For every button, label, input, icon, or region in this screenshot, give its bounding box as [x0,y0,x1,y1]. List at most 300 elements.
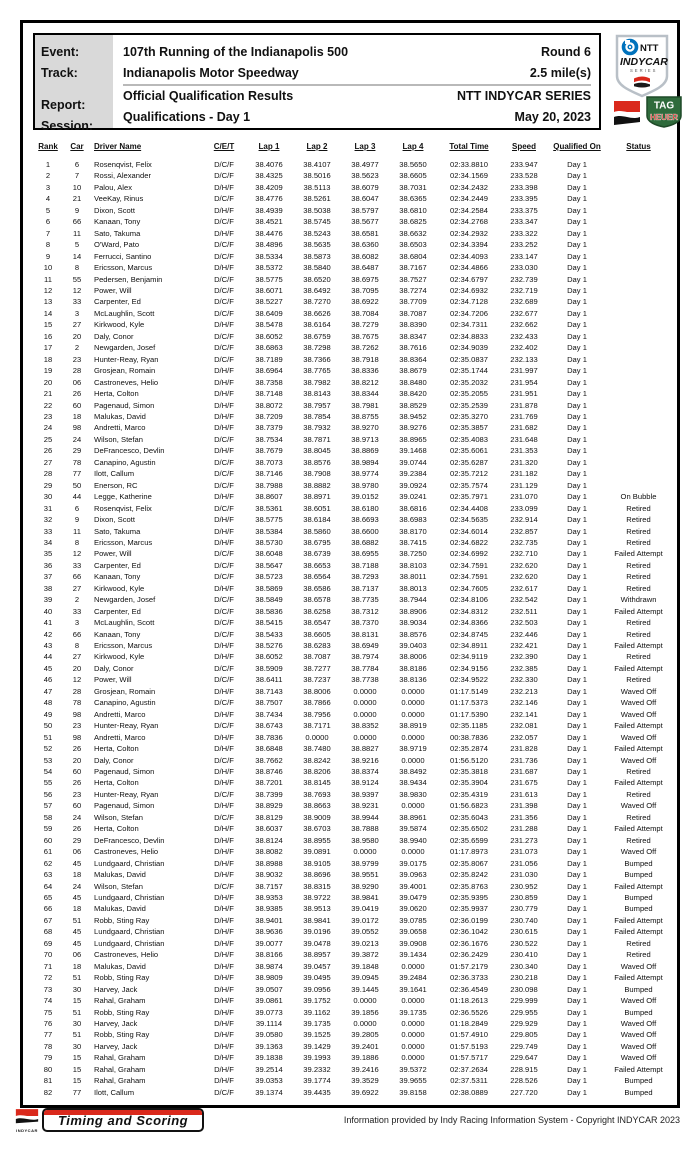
speed-cell: 232.446 [510,629,538,639]
speed-cell: 230.098 [510,984,538,994]
lap1-cell: 38.7434 [255,709,283,719]
total-time-cell: 02:34.6932 [449,285,488,295]
total-time-cell: 02:35.6061 [449,446,488,456]
lap4-cell: 39.4001 [399,881,427,891]
driver-name-cell: Kirkwood, Kyle [94,320,145,330]
lap4-cell: 39.2384 [399,469,427,479]
table-row [33,514,670,525]
rank-cell: 27 [43,457,53,467]
rank-cell: 72 [43,973,53,983]
lap2-cell: 38.8971 [303,492,331,502]
cet-cell: D/H/F [214,641,234,651]
total-time-cell: 01:18.2849 [449,1018,488,1028]
table-row [33,903,670,914]
rank-cell: 22 [43,400,53,410]
lap1-cell: 38.7836 [255,732,283,742]
lap3-cell: 38.7675 [351,331,379,341]
rank-cell: 9 [45,251,51,261]
table-row [33,445,670,456]
lap3-cell: 39.0172 [351,915,379,925]
car-cell: 9 [74,515,80,525]
lap1-cell: 38.4476 [255,228,283,238]
cet-cell: D/H/F [214,996,234,1006]
lap3-cell: 38.7918 [351,354,379,364]
car-cell: 26 [72,778,82,788]
lap1-cell: 38.7157 [255,881,283,891]
rank-cell: 49 [43,709,53,719]
total-time-cell: 02:35.6043 [449,812,488,822]
lap3-cell: 38.9270 [351,423,379,433]
total-time-cell: 02:35.2032 [449,377,488,387]
rank-cell: 47 [43,686,53,696]
cet-cell: D/H/F [214,984,234,994]
status-cell: Retired [626,950,651,960]
table-row [33,629,670,640]
lap4-cell: 0.0000 [401,1018,425,1028]
lap1-cell: 38.6743 [255,721,283,731]
car-cell: 26 [72,824,82,834]
lap2-cell: 38.7866 [303,698,331,708]
lap3-cell: 38.9124 [351,778,379,788]
qualified-on-cell: Day 1 [567,915,587,925]
total-time-cell: 02:37.2634 [449,1064,488,1074]
rank-cell: 51 [43,732,53,742]
status-cell: Retired [626,789,651,799]
total-time-cell: 02:36.5526 [449,1007,488,1017]
cet-cell: D/C/F [214,171,234,181]
lap2-cell: 38.6605 [303,629,331,639]
lap2-cell: 38.7765 [303,366,331,376]
cet-cell: D/C/F [214,675,234,685]
table-row [33,239,670,250]
qualified-on-cell: Day 1 [567,285,587,295]
session-value: Qualifications - Day 1 [123,110,251,124]
car-cell: 23 [72,789,82,799]
status-cell: Retired [626,767,651,777]
rank-cell: 57 [43,801,53,811]
cet-cell: D/C/F [214,549,234,559]
status-cell: Retired [626,503,651,513]
lap4-cell: 0.0000 [401,709,425,719]
car-cell: 18 [72,411,82,421]
speed-cell: 229.955 [510,1007,538,1017]
car-cell: 11 [73,526,81,536]
qualified-on-cell: Day 1 [567,560,587,570]
svg-text:HEUER: HEUER [649,113,679,122]
lap2-cell: 38.6164 [303,320,331,330]
lap3-cell: 38.9841 [351,893,379,902]
event-label: Event: [41,45,80,59]
col-header-cet: C/E/T [213,142,235,151]
speed-cell: 232.421 [510,641,538,651]
speed-cell: 233.347 [510,217,538,227]
lap4-cell: 38.8364 [399,354,427,364]
table-row [33,434,670,445]
lap4-cell: 38.6810 [399,205,427,215]
car-cell: 33 [72,606,82,616]
status-cell [607,205,670,216]
lap3-cell: 38.8827 [351,744,379,754]
car-cell: 24 [72,812,82,822]
lap2-cell: 38.6258 [303,606,331,616]
tag-heuer-logo [645,96,683,128]
logo-cluster [611,34,679,130]
car-cell: 33 [72,297,82,307]
lap2-cell: 38.5635 [303,240,331,250]
car-cell: 8 [74,263,80,273]
status-cell [607,170,670,181]
lap3-cell: 0.0000 [353,686,377,696]
lap1-cell: 38.5849 [255,595,283,605]
lap3-cell: 39.0213 [351,938,379,948]
lap1-cell: 38.7073 [255,457,283,467]
lap1-cell: 38.5384 [255,526,283,536]
lap3-cell: 38.6955 [351,549,379,559]
lap1-cell: 39.1374 [255,1087,283,1097]
lap3-cell: 38.9713 [351,434,379,444]
cet-cell: D/H/F [214,182,234,192]
speed-cell: 231.182 [510,469,538,479]
cet-cell: D/H/F [214,1041,234,1051]
rank-cell: 28 [43,469,53,479]
driver-name-cell: Rahal, Graham [94,1076,146,1086]
table-row [33,480,670,491]
lap4-cell: 38.5650 [399,160,427,169]
status-cell [607,216,670,227]
rank-cell: 23 [43,411,53,421]
car-cell: 66 [72,629,82,639]
lap2-cell: 38.8045 [303,446,331,456]
qualified-on-cell: Day 1 [567,515,587,525]
rank-cell: 63 [43,870,53,880]
qualified-on-cell: Day 1 [567,320,587,330]
speed-cell: 231.356 [510,812,538,822]
total-time-cell: 02:35.2055 [449,389,488,399]
car-cell: 12 [72,549,82,559]
status-cell: Waved Off [620,732,657,742]
lap1-cell: 38.7399 [255,789,283,799]
cet-cell: D/C/F [214,354,234,364]
lap2-cell: 38.7171 [303,721,331,731]
table-row [33,892,670,903]
table-row [33,1087,670,1098]
rank-cell: 59 [43,824,53,834]
lap3-cell: 38.6487 [351,263,379,273]
table-row [33,846,670,857]
total-time-cell: 01:57.4910 [449,1030,488,1040]
lap3-cell: 39.3872 [351,950,379,960]
rank-cell: 24 [43,423,53,433]
status-cell [607,388,670,399]
lap4-cell: 38.9434 [399,778,427,788]
lap1-cell: 38.6052 [255,331,283,341]
rank-cell: 7 [45,228,51,238]
lap4-cell: 38.6503 [399,240,427,250]
driver-name-cell: Kirkwood, Kyle [94,652,145,662]
lap2-cell: 39.4435 [303,1087,331,1097]
total-time-cell: 02:35.7971 [449,492,488,502]
driver-name-cell: Wilson, Stefan [94,434,143,444]
cet-cell: D/C/F [214,629,234,639]
driver-name-cell: Robb, Sting Ray [94,1007,150,1017]
speed-cell: 231.129 [510,480,538,490]
driver-name-cell: Newgarden, Josef [94,595,156,605]
speed-cell: 233.398 [510,182,538,192]
total-time-cell: 02:34.8911 [450,641,488,651]
lap1-cell: 38.7201 [255,778,283,788]
status-cell: Failed Attempt [614,824,663,834]
car-cell: 44 [72,492,82,502]
lap1-cell: 38.8929 [255,801,283,811]
status-cell [607,239,670,250]
driver-name-cell: Rosenqvist, Felix [94,160,152,169]
rank-cell: 62 [43,858,53,868]
qualified-on-cell: Day 1 [567,251,587,261]
status-cell [607,365,670,376]
lap2-cell: 38.5745 [303,217,331,227]
lap3-cell: 38.7188 [351,560,379,570]
rank-cell: 15 [43,320,53,330]
driver-name-cell: Wilson, Stefan [94,812,143,822]
table-row [33,377,670,388]
lap4-cell: 39.1641 [399,984,427,994]
cet-cell: D/C/F [214,434,234,444]
table-row [33,159,670,170]
car-cell: 51 [72,1030,82,1040]
status-cell: Failed Attempt [614,744,663,754]
cet-cell: D/C/F [214,755,234,765]
speed-cell: 232.385 [510,663,538,673]
cet-cell: D/C/F [214,698,234,708]
total-time-cell: 02:34.2584 [449,205,488,215]
car-cell: 12 [72,675,82,685]
driver-name-cell: Kirkwood, Kyle [94,583,145,593]
rank-cell: 82 [43,1087,53,1097]
lap4-cell: 0.0000 [401,686,425,696]
cet-cell: D/H/F [214,767,234,777]
driver-name-cell: Ericsson, Marcus [94,263,153,273]
qualified-on-cell: Day 1 [567,1053,587,1063]
lap4-cell: 38.7709 [399,297,427,307]
driver-name-cell: Canapino, Agustin [94,698,156,708]
car-cell: 30 [72,984,82,994]
lap3-cell: 38.7279 [351,320,379,330]
qualified-on-cell: Day 1 [567,400,587,410]
driver-name-cell: Rahal, Graham [94,1064,146,1074]
table-row [33,400,670,411]
driver-name-cell: Canapino, Agustin [94,457,156,467]
total-time-cell: 02:36.3733 [449,973,488,983]
rank-cell: 55 [43,778,53,788]
rank-cell: 81 [43,1076,53,1086]
status-cell: Failed Attempt [614,927,663,937]
cet-cell: D/H/F [214,583,234,593]
rank-cell: 4 [45,194,51,204]
speed-cell: 231.613 [510,789,538,799]
driver-name-cell: Carpenter, Ed [94,297,141,307]
lap4-cell: 0.0000 [401,961,425,971]
lap1-cell: 38.5775 [255,274,283,284]
col-header-lap1: Lap 1 [258,142,280,151]
speed-cell: 232.057 [510,732,538,742]
col-header-car: Car [70,142,84,151]
total-time-cell: 02:35.3904 [449,778,488,788]
lap2-cell: 39.0891 [303,847,331,857]
lap1-cell: 38.9636 [255,927,283,937]
cet-cell: D/C/F [214,331,234,341]
lap2-cell: 38.6795 [303,537,331,547]
driver-name-cell: Herta, Colton [94,824,139,834]
car-cell: 51 [72,915,82,925]
qualified-on-cell: Day 1 [567,228,587,238]
lap1-cell: 38.7379 [255,423,283,433]
total-time-cell: 02:34.3394 [449,240,488,250]
cet-cell: D/C/F [214,480,234,490]
qualified-on-cell: Day 1 [567,663,587,673]
table-row [33,743,670,754]
total-time-cell: 01:17.5373 [449,698,488,708]
car-cell: 24 [72,881,82,891]
rank-cell: 11 [44,274,52,284]
car-cell: 18 [72,870,82,880]
status-cell: Failed Attempt [614,778,663,788]
table-row [33,938,670,949]
table-row [33,285,670,296]
rank-cell: 8 [45,240,51,250]
total-time-cell: 02:35.1185 [450,721,488,731]
driver-name-cell: McLaughlin, Scott [94,308,155,318]
lap4-cell: 38.6816 [399,503,427,513]
speed-cell: 231.056 [510,858,538,868]
round-value: Round 6 [541,45,591,59]
lap3-cell: 0.0000 [353,709,377,719]
lap3-cell: 38.7084 [351,308,379,318]
lap3-cell: 38.9774 [351,469,379,479]
qualified-on-cell: Day 1 [567,996,587,1006]
lap1-cell: 38.9032 [255,870,283,880]
cet-cell: D/H/F [214,927,234,937]
rank-cell: 45 [43,663,53,673]
car-cell: 98 [72,423,82,433]
lap3-cell: 38.9290 [351,881,379,891]
driver-name-cell: Pagenaud, Simon [94,400,155,410]
driver-name-cell: Lundgaard, Christian [94,927,165,937]
lap4-cell: 39.0241 [399,492,427,502]
lap4-cell: 38.6632 [399,228,427,238]
speed-cell: 230.952 [510,881,538,891]
lap4-cell: 38.6804 [399,251,427,261]
speed-cell: 231.736 [510,755,538,765]
qualified-on-cell: Day 1 [567,423,587,433]
lap4-cell: 38.8103 [399,560,427,570]
total-time-cell: 02:35.8242 [449,870,488,880]
lap3-cell: 38.7095 [351,285,379,295]
total-time-cell: 02:34.6822 [449,537,488,547]
rank-cell: 2 [45,171,51,181]
cet-cell: D/H/F [214,961,234,971]
status-cell [607,193,670,204]
lap3-cell: 38.7784 [351,663,379,673]
cet-cell: D/H/F [214,1007,234,1017]
rank-cell: 13 [43,297,53,307]
total-time-cell: 00:38.7836 [449,732,488,742]
table-row [33,491,670,502]
lap2-cell: 38.5840 [303,263,331,273]
table-row [33,1075,670,1086]
status-cell: Failed Attempt [614,606,663,616]
cet-cell: D/H/F [214,835,234,845]
qualified-on-cell: Day 1 [567,377,587,387]
lap3-cell: 38.6975 [351,274,379,284]
lap4-cell: 38.8170 [399,526,427,536]
lap3-cell: 38.9894 [351,457,379,467]
lap1-cell: 38.5276 [255,641,283,651]
lap3-cell: 38.9580 [351,835,379,845]
lap2-cell: 38.7932 [303,423,331,433]
lap3-cell: 38.9216 [351,755,379,765]
lap4-cell: 39.1468 [399,446,427,456]
lap1-cell: 38.6037 [255,824,283,834]
status-cell [607,285,670,296]
total-time-cell: 02:35.9937 [449,904,488,914]
lap2-cell: 38.5243 [303,228,331,238]
speed-cell: 231.320 [510,457,538,467]
lap3-cell: 38.6047 [351,194,379,204]
total-time-cell: 01:57.5193 [449,1041,488,1051]
table-row [33,182,670,193]
lap3-cell: 38.6922 [351,297,379,307]
lap2-cell: 38.8696 [303,870,331,880]
cet-cell: D/C/F [214,160,234,169]
col-header-speed: Speed [511,142,536,151]
qualified-on-cell: Day 1 [567,721,587,731]
table-row [33,170,670,181]
lap2-cell: 38.8882 [303,480,331,490]
qualified-on-cell: Day 1 [567,675,587,685]
lap3-cell: 38.4977 [351,160,379,169]
car-cell: 20 [72,663,82,673]
cet-cell: D/H/F [214,446,234,456]
lap1-cell: 38.9385 [255,904,283,914]
lap4-cell: 0.0000 [401,732,425,742]
lap1-cell: 38.7662 [255,755,283,765]
rank-cell: 68 [43,927,53,937]
lap2-cell: 38.6759 [303,331,331,341]
table-row [33,858,670,869]
car-cell: 51 [72,973,82,983]
indycar-footer-flag-icon [14,1108,40,1133]
lap4-cell: 38.7274 [399,285,427,295]
lap1-cell: 38.5909 [255,663,283,673]
car-cell: 77 [72,469,82,479]
rank-cell: 3 [45,182,51,192]
car-cell: 98 [72,732,82,742]
cet-cell: D/C/F [214,572,234,582]
lap4-cell: 38.9830 [399,789,427,799]
speed-cell: 232.402 [510,343,538,353]
rank-cell: 18 [43,354,53,364]
lap2-cell: 39.1735 [303,1018,331,1028]
lap3-cell: 38.8336 [351,366,379,376]
car-cell: 55 [72,274,82,284]
lap4-cell: 0.0000 [401,1053,425,1063]
speed-cell: 230.859 [510,893,538,902]
col-header-total-time: Total Time [449,142,489,151]
cet-cell: D/H/F [214,893,234,902]
lap4-cell: 38.8006 [399,652,427,662]
speed-cell: 232.146 [510,698,538,708]
cet-cell: D/C/F [214,560,234,570]
